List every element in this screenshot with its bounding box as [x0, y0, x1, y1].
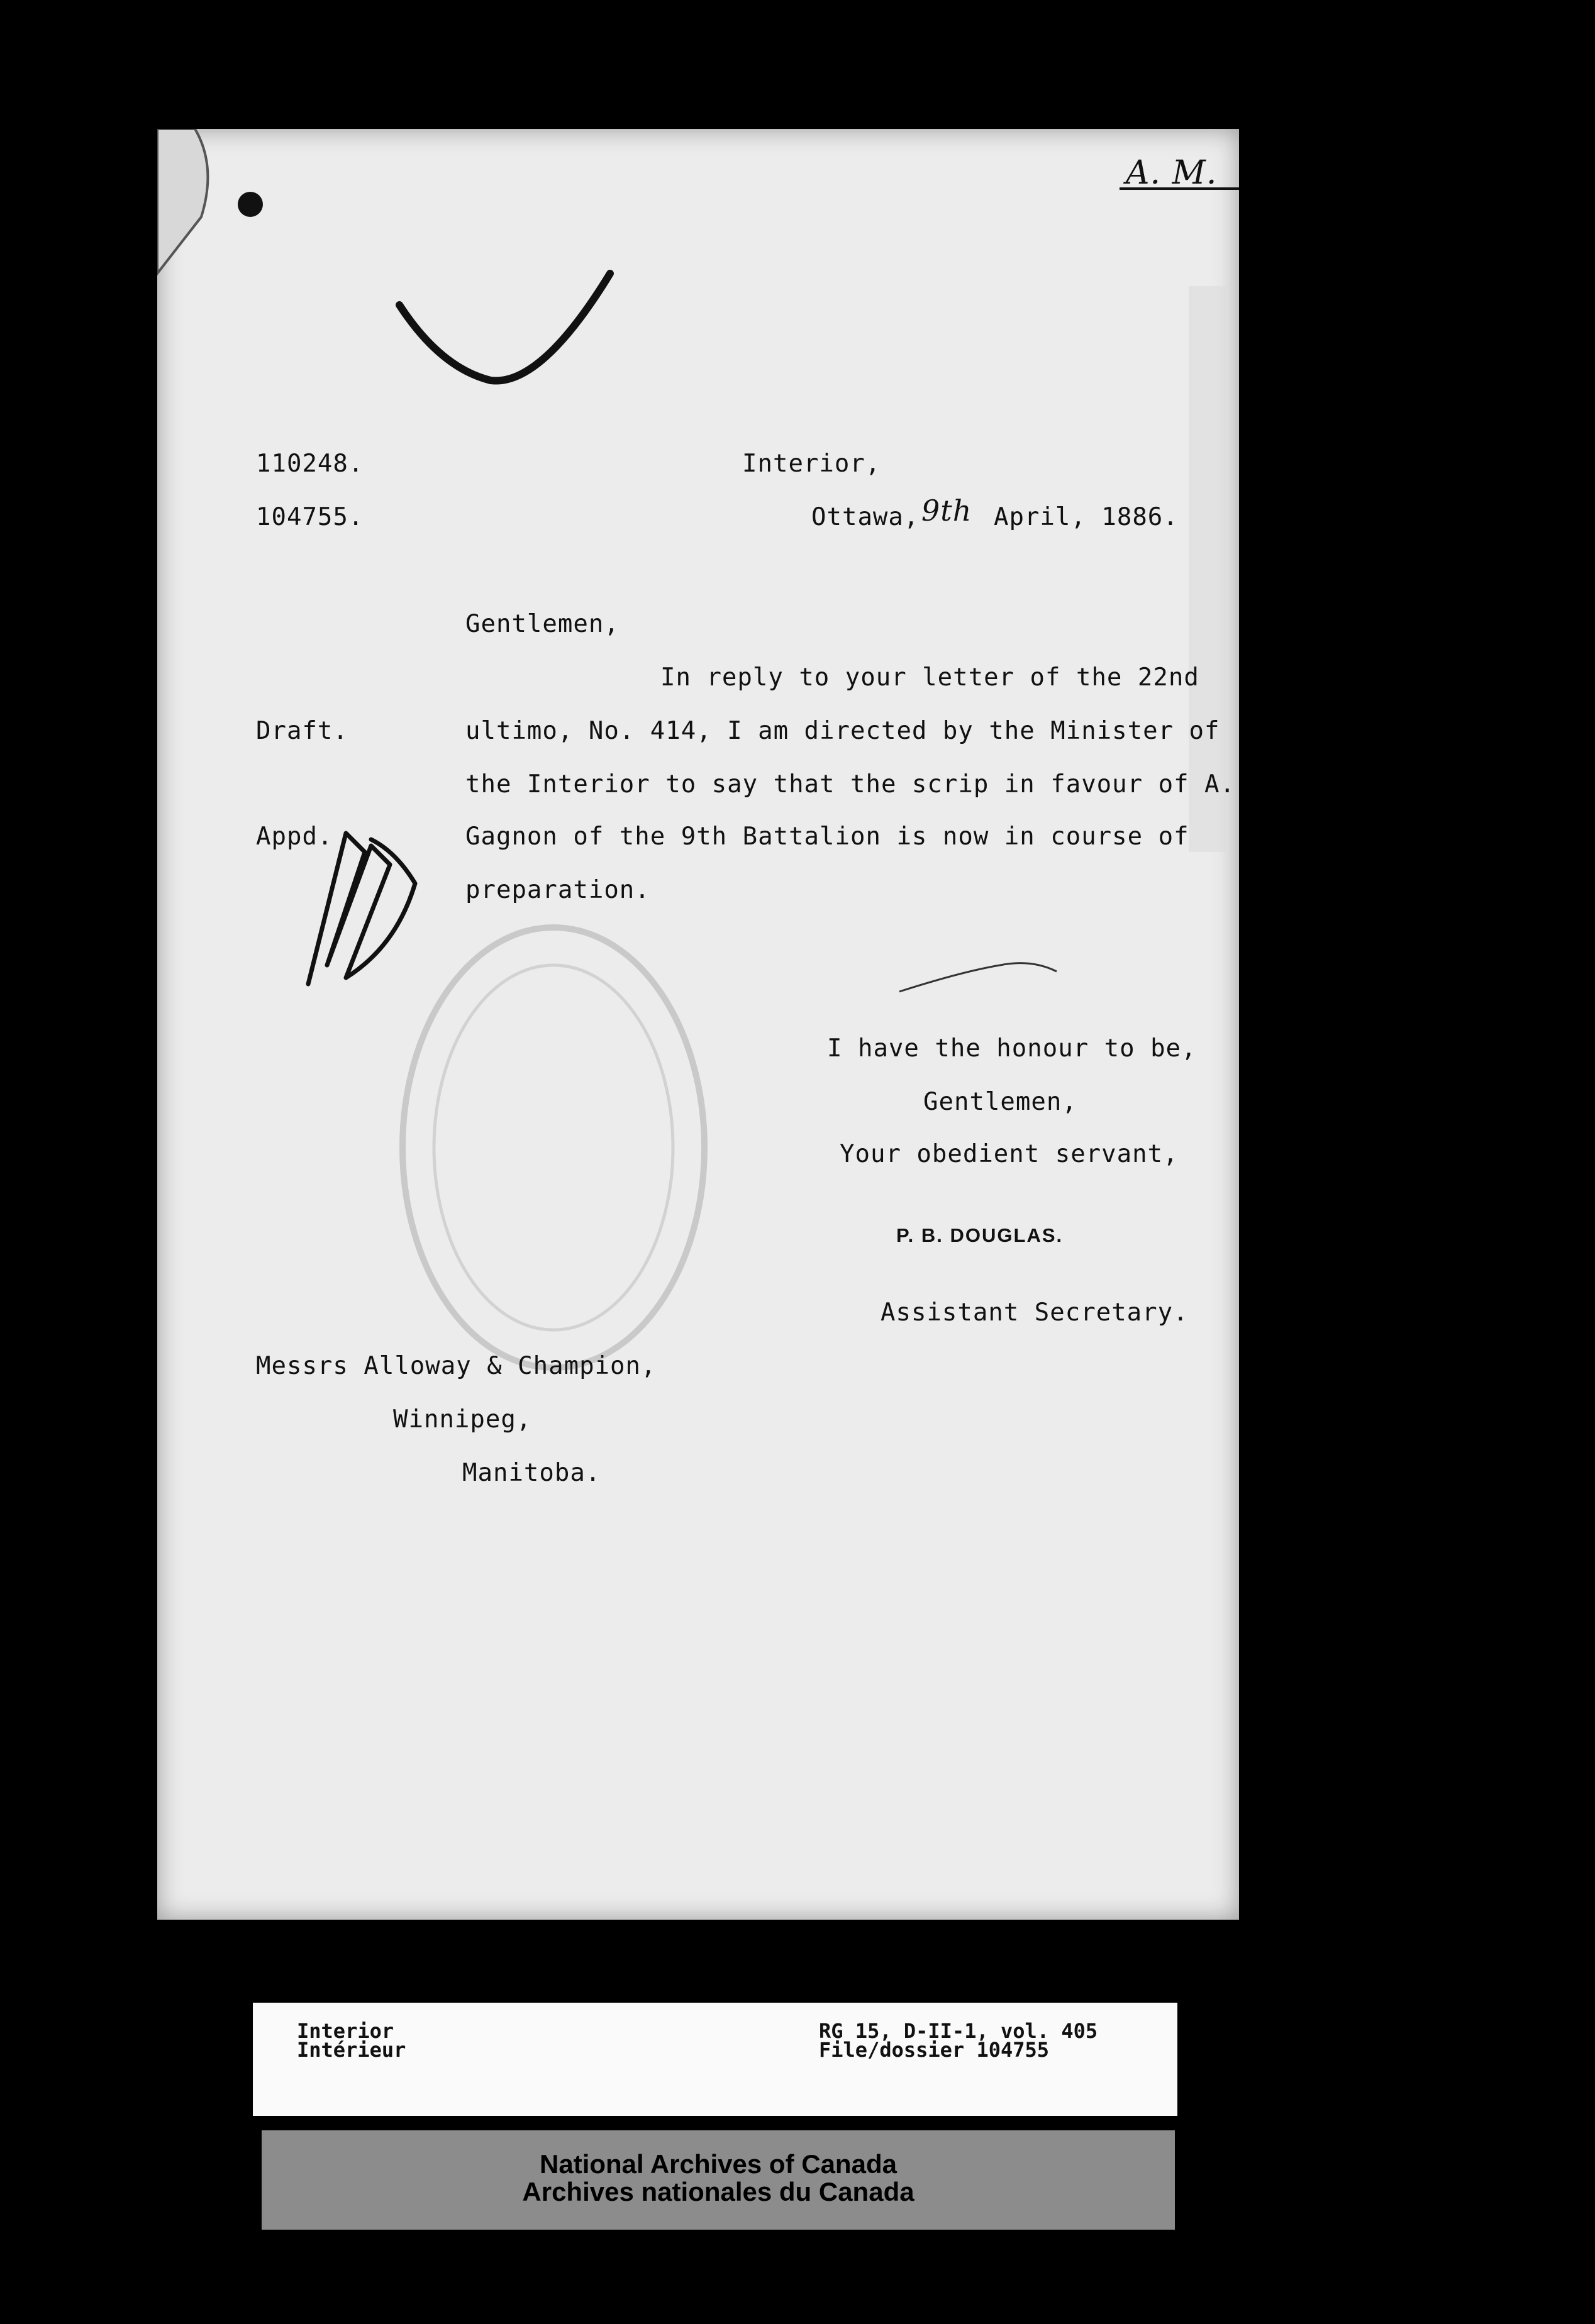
body-line: ultimo, No. 414, I am directed by the Minister of	[465, 717, 1220, 745]
archive-banner	[262, 2130, 1175, 2230]
addressee-line: Winnipeg,	[393, 1405, 532, 1434]
margin-note-approved: Appd.	[256, 822, 333, 851]
label-record-group: RG 15, D-II-1, vol. 405	[819, 2019, 1098, 2043]
file-number: 110248.	[256, 450, 364, 478]
addressee-line: Manitoba.	[462, 1459, 601, 1487]
salutation: Gentlemen,	[465, 610, 620, 638]
handwritten-marks	[157, 129, 1239, 1920]
date-place: Ottawa,	[811, 503, 920, 531]
label-department-en: Interior	[297, 2019, 394, 2043]
signer-title: Assistant Secretary.	[881, 1298, 1189, 1327]
check-mark	[399, 274, 610, 381]
department: Interior,	[742, 450, 881, 478]
margin-note-draft: Draft.	[256, 717, 348, 745]
date-day: 9th	[921, 494, 972, 528]
initials: A. M.	[1126, 154, 1218, 192]
date-rest: April, 1886.	[994, 503, 1179, 531]
faint-seal	[403, 927, 704, 1368]
approval-signature	[308, 833, 415, 984]
torn-corner	[157, 129, 208, 274]
banner-line-en: National Archives of Canada	[540, 2149, 897, 2179]
addressee-line: Messrs Alloway & Champion,	[256, 1352, 657, 1380]
body-line: preparation.	[465, 876, 650, 904]
document-sheet	[157, 129, 1239, 1920]
archive-reference-label	[253, 2003, 1177, 2116]
closing-line: Your obedient servant,	[840, 1140, 1179, 1168]
closing-line: I have the honour to be,	[827, 1034, 1197, 1063]
label-file-number: File/dossier 104755	[819, 2038, 1050, 2062]
signature-stamp: P. B. DOUGLAS.	[896, 1224, 1064, 1246]
ink-blot	[238, 192, 263, 217]
banner-line-fr: Archives nationales du Canada	[522, 2177, 914, 2206]
body-line: the Interior to say that the scrip in favour of A.	[465, 770, 1235, 799]
body-line: In reply to your letter of the 22nd	[660, 663, 1199, 692]
label-department-fr: Intérieur	[297, 2038, 406, 2062]
closing-line: Gentlemen,	[923, 1088, 1077, 1116]
file-number: 104755.	[256, 503, 364, 531]
body-line: Gagnon of the 9th Battalion is now in course of	[465, 822, 1189, 851]
